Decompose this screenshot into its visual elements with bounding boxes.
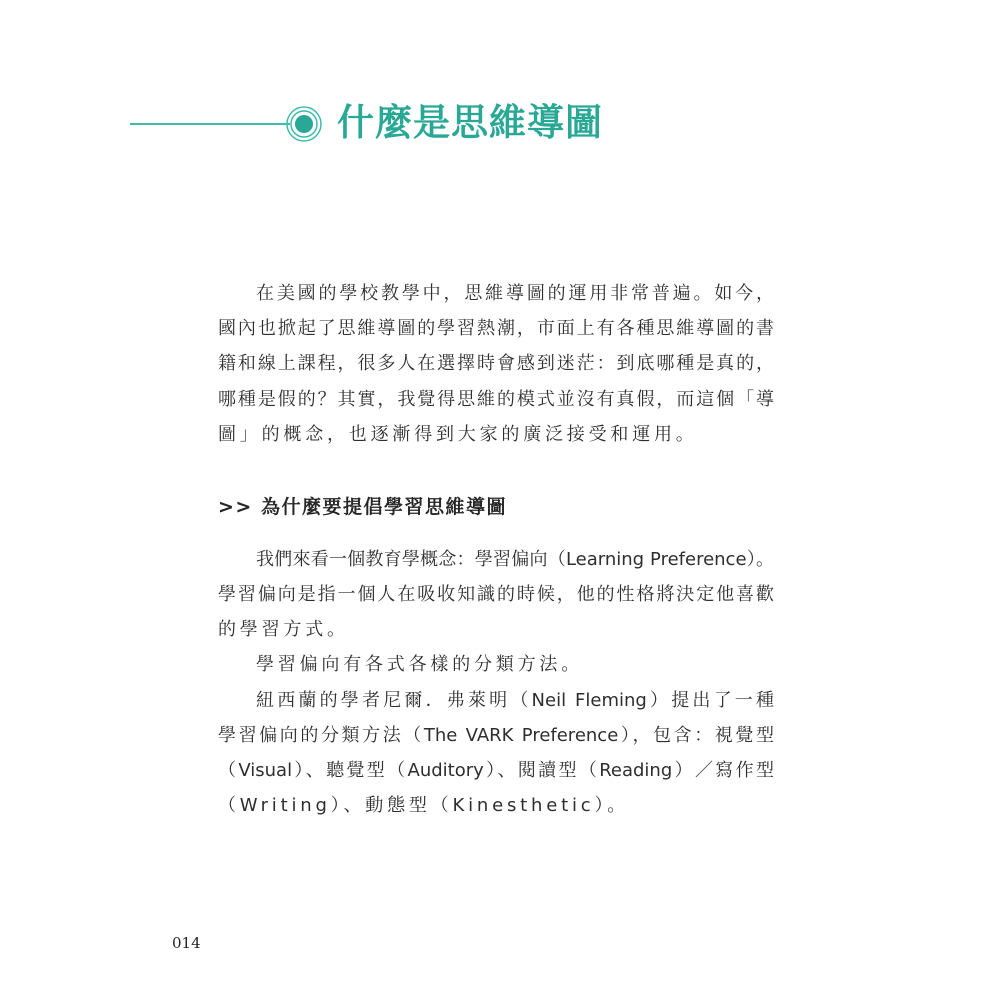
paragraph-line: 國內也掀起了思維導圖的學習熱潮，市面上有各種思維導圖的書 [218, 318, 774, 339]
page-number: 014 [172, 934, 201, 952]
page-title: 什麼是思維導圖 [337, 100, 603, 144]
paragraph-line: 的學習方式。 [218, 619, 349, 640]
target-bullseye-icon [285, 105, 323, 143]
paragraph-line: 學習偏向有各式各樣的分類方法。 [256, 654, 583, 675]
paragraph-line: 圖」的概念，也逐漸得到大家的廣泛接受和運用。 [218, 424, 698, 445]
paragraph-line: 在美國的學校教學中，思維導圖的運用非常普遍。如今， [256, 283, 774, 304]
section-heading: >> 為什麼要提倡學習思維導圖 [218, 496, 507, 518]
paragraph-line: （Visual）、聽覺型（Auditory）、閱讀型（Reading）／寫作型 [218, 760, 774, 781]
paragraph-line: 學習偏向是指一個人在吸收知識的時候，他的性格將決定他喜歡 [218, 584, 774, 605]
paragraph-line: 我們來看一個教育學概念：學習偏向（Learning Preference）。 [256, 549, 774, 570]
paragraph-line: 籍和線上課程，很多人在選擇時會感到迷茫：到底哪種是真的， [218, 353, 774, 374]
paragraph-line: 學習偏向的分類方法（The VARK Preference），包含：視覺型 [218, 725, 774, 746]
header-rule [130, 123, 290, 125]
paragraph-line: 哪種是假的？其實，我覺得思維的模式並沒有真假，而這個「導 [218, 389, 774, 410]
paragraph-line: 紐西蘭的學者尼爾．弗萊明（Neil Fleming）提出了一種 [256, 690, 774, 711]
paragraph-line: （Writing）、動態型（Kinesthetic）。 [218, 795, 630, 816]
